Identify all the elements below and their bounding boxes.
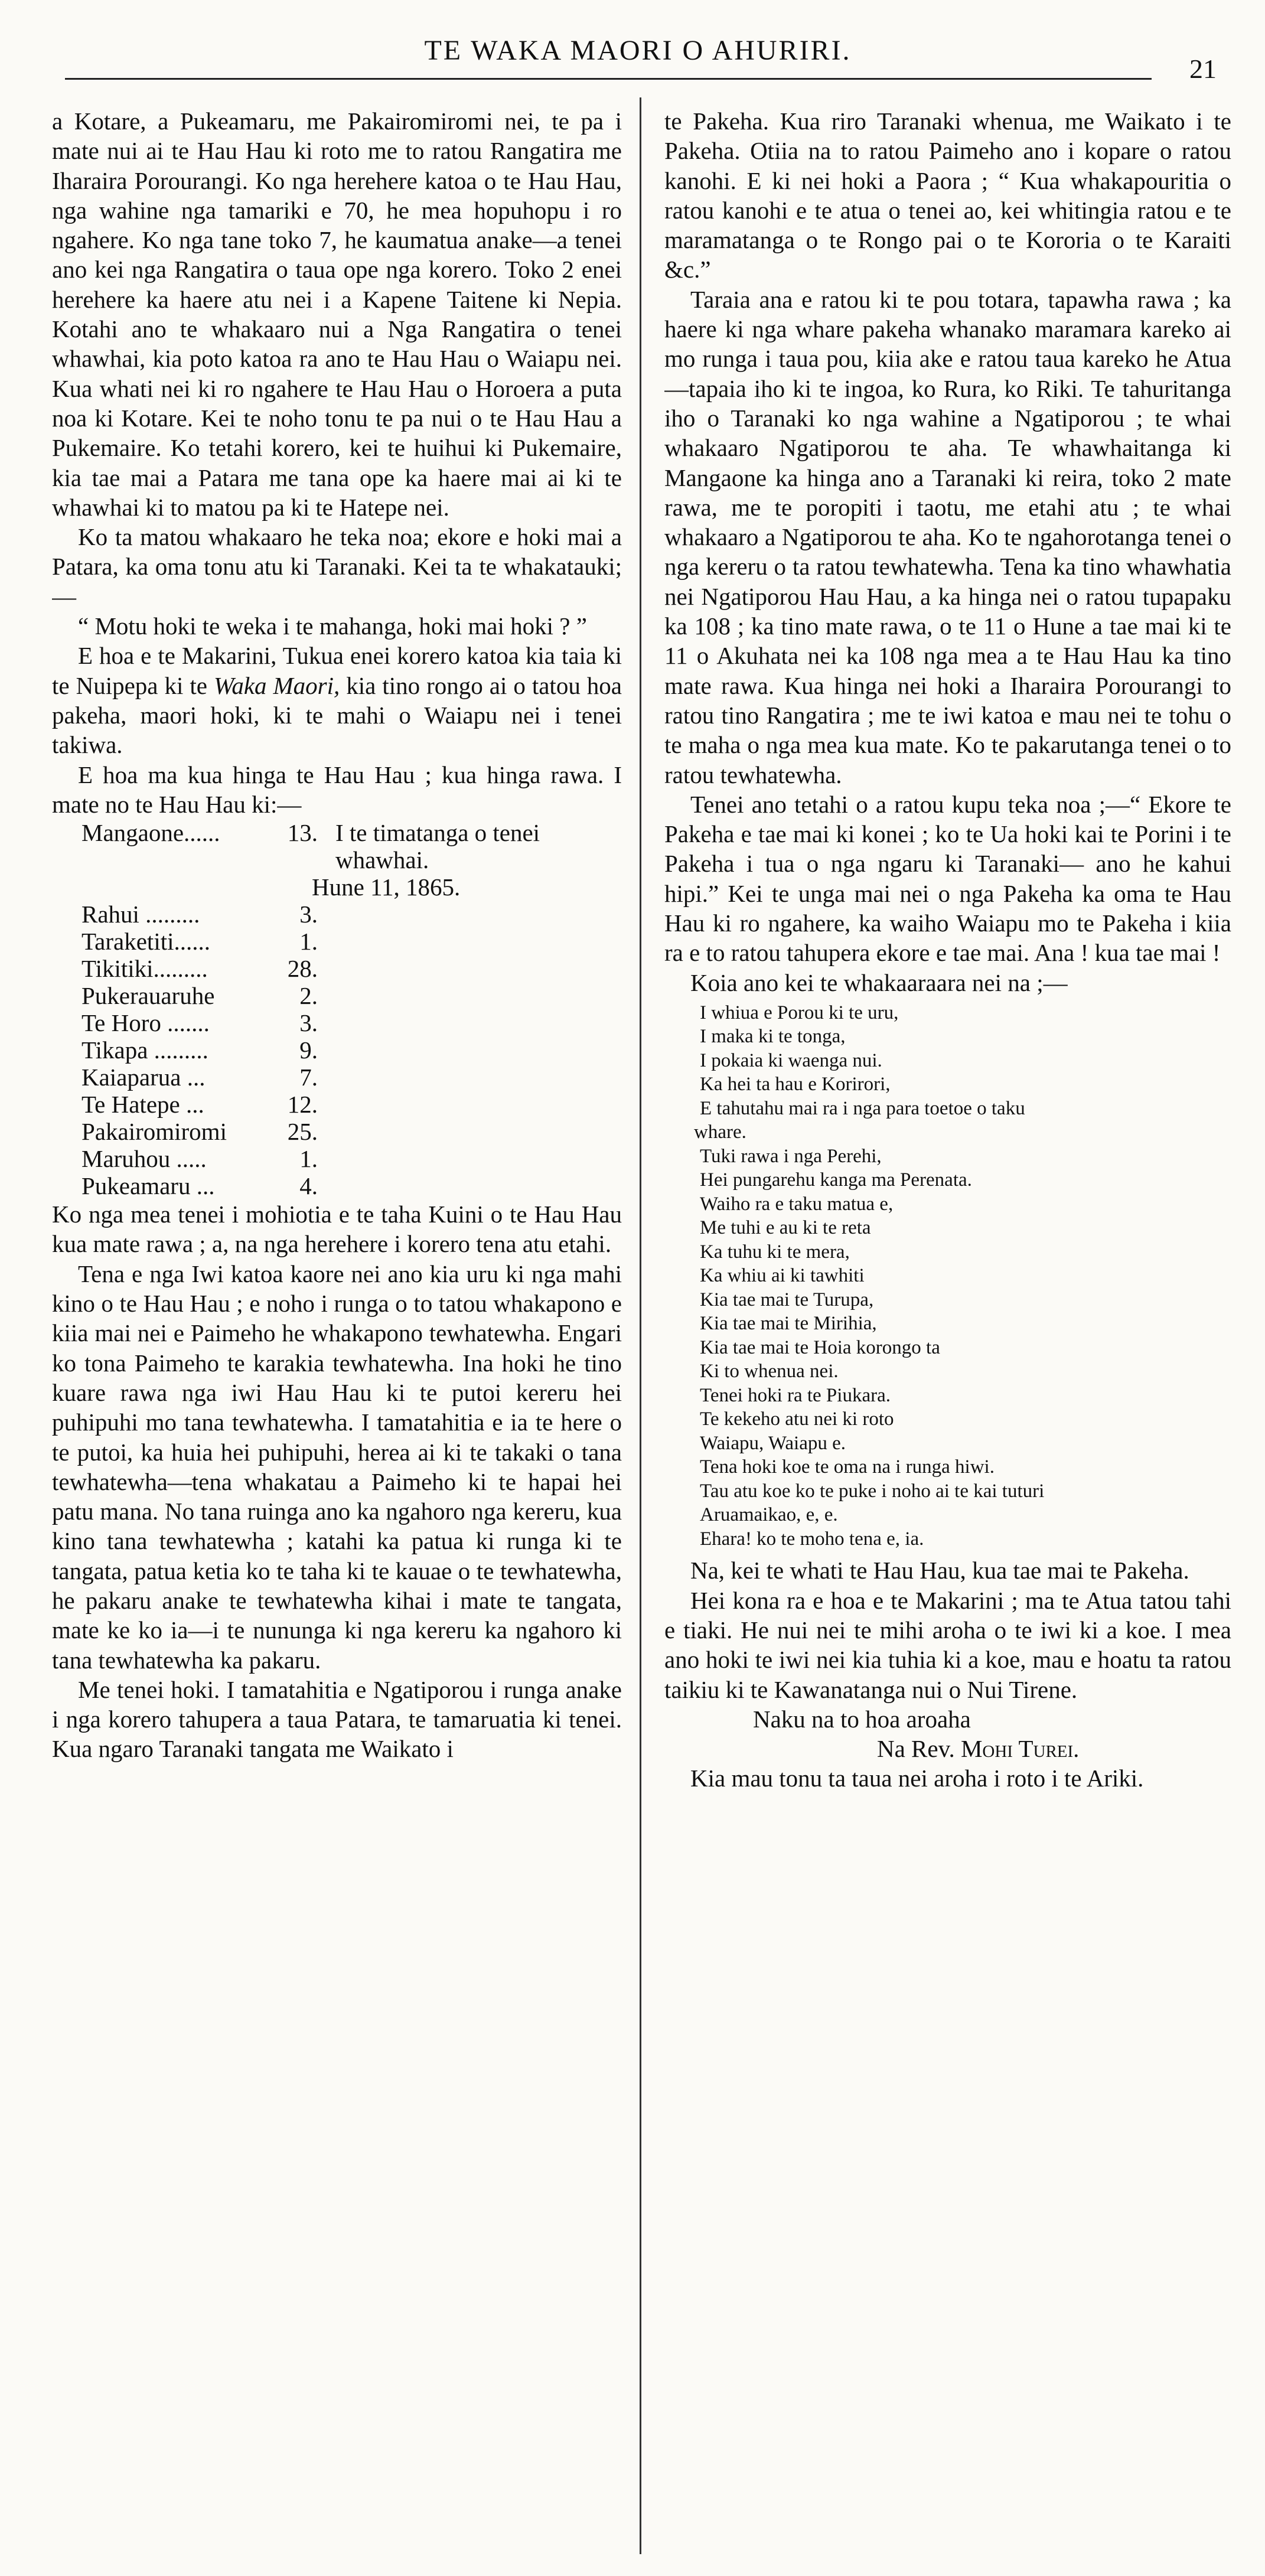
right-column xyxy=(664,106,1231,2557)
place-name: Kaiaparua ... xyxy=(81,1064,206,1091)
paragraph: Na, kei te whati te Hau Hau, kua tae mai te Pakeha. xyxy=(690,1557,1189,1584)
lyric-line: Kia tae mai te Mirihia, xyxy=(700,1313,877,1335)
lyric-line: whare. xyxy=(694,1121,746,1143)
paragraph-text: kia tino rongo ai o tatou hoa pakeha, maori hoki, ki te mahi o Waiapu nei i tenei takiwa. xyxy=(52,671,622,759)
list-item xyxy=(52,901,622,928)
lyric-line: Tenei hoki ra te Piukara. xyxy=(700,1384,891,1406)
casualty-list xyxy=(52,819,622,1199)
list-item xyxy=(52,955,622,982)
paragraph: a Kotare, a Pukeamaru, me Pakairomiromi nei, te pa i mate nui ai te Hau Hau ki roto me to ratou Rangatira me Iharaira Porourangi. Ko nga herehere katoa o te Hau Hau, nga wahine nga tamariki e 70, he mea hopuhopu i ro ngahere. Ko nga tane toko 7, he kaumatua anake—a tenei ano kei nga Rangatira o taua ope nga korero. Toko 2 enei herehere ka haere atu nei i a Kapene Taitene ki Nepia. Kotahi ano te whakaaro nui a Nga Rangatira o tenei whawhai, kia poto katoa ra ano te Hau Hau o Waiapu nei. Kua whati nei ki ro ngahere te Hau Hau o Horoera a puta noa ki Kotare. Kei te noho tonu te pa nui o te Hau Hau a Pukemaire. Ko tetahi korero, kei te huihui ki Pukemaire, kia tae mai a Patara me tana ope ka haere mai ai ki te whawhai ki to matou pa ki te Hatepe nei. xyxy=(52,107,622,521)
count: 13. xyxy=(287,819,318,847)
count: 25. xyxy=(287,1118,318,1146)
lyric-line: Tuki rawa i nga Perehi, xyxy=(700,1145,882,1167)
list-item xyxy=(52,1091,622,1118)
place-name: Pukeamaru ... xyxy=(81,1172,215,1200)
count: 3. xyxy=(299,1009,318,1037)
list-item xyxy=(52,819,622,874)
lyric-line: I maka ki te tonga, xyxy=(700,1026,846,1048)
paragraph: Koia ano kei te whakaaraara nei na ;— xyxy=(690,969,1068,996)
lyric-line: Tau atu koe ko te puke i noho ai te kai tuturi xyxy=(700,1480,1045,1502)
lyric-line: Ka tuhu ki te mera, xyxy=(700,1241,850,1263)
place-name: Pakairomiromi xyxy=(81,1118,227,1146)
signature-name: Mohi Turei. xyxy=(960,1735,1080,1763)
signature xyxy=(664,1734,1231,1763)
place-name: Tikitiki......... xyxy=(81,955,208,983)
list-note: I te timatanga o tenei whawhai. xyxy=(335,819,540,874)
lyric-line: E tahutahu mai ra i nga para toetoe o taku xyxy=(700,1097,1025,1119)
lyric-line: Kia tae mai te Hoia korongo ta xyxy=(700,1336,940,1358)
list-item xyxy=(52,982,622,1009)
place-name: Te Hatepe ... xyxy=(81,1091,204,1119)
lyric-line: I pokaia ki waenga nui. xyxy=(700,1049,882,1071)
count: 3. xyxy=(299,901,318,928)
place-name: Taraketiti...... xyxy=(81,928,210,956)
lyric-line: Te kekeho atu nei ki roto xyxy=(700,1408,894,1430)
list-date: Hune 11, 1865. xyxy=(312,873,461,901)
count: 9. xyxy=(299,1036,318,1064)
place-name: Tikapa ......... xyxy=(81,1036,208,1064)
proverb: “ Motu hoki te weka i te mahanga, hoki mai hoki ? ” xyxy=(78,612,587,640)
lyric-line: Ki to whenua nei. xyxy=(700,1361,839,1382)
lyric-line: Aruamaikao, e, e. xyxy=(700,1504,838,1526)
paragraph-text: E hoa e te Makarini, Tukua enei korero katoa kia taia ki te Nuipepa ki te xyxy=(52,642,622,699)
paragraph: Tena e nga Iwi katoa kaore nei ano kia uru ki nga mahi kino o te Hau Hau ; e noho i runga o to tatou whakapono e kiia mai nei e Paimeho he whakapono tewhatewha. Engari ko tona Paimeho te karakia tewhatewha. Ina hoki he tino kuare rawa nga iwi Hau Hau ki te putoi kereru hei puhipuhi mo tana tewhatewha. I tamatahitia e ia te here o te putoi, ka huia hei puhipuhi, herea ai ki te takaki o tana tewhatewha—tena whakatau a Paimeho ki te hapai hei patu mana. No tana ruinga ano ka ngahoro nga kereru, kua kino tana tewhatewha ; katahi ka patua ki runga ki te tangata, patua ketia ko te taha ki te kauae o te tewhatewha, he pakaru anake te tewhatewha kihai i mate te tangata, mate ke ko ia—i te nununga ki nga kereru ka ngahoro ki tana tewhatewha ka pakaru. xyxy=(52,1260,622,1674)
count: 7. xyxy=(299,1064,318,1091)
paragraph: Ko ta matou whakaaro he teka noa; ekore e hoki mai a Patara, ka oma tonu atu ki Taranaki. Kei ta te whakatauki;— xyxy=(52,523,622,610)
lyric-line: I whiua e Porou ki te uru, xyxy=(700,1002,899,1023)
list-item xyxy=(52,1118,622,1145)
page-number: 21 xyxy=(1189,54,1217,84)
lyric-line: Tena hoki koe te oma na i runga hiwi. xyxy=(700,1456,995,1478)
count: 1. xyxy=(299,928,318,956)
paragraph xyxy=(52,641,622,759)
closing-line: Naku na to hoa aroaha xyxy=(753,1705,971,1733)
paragraph: Hei kona ra e hoa e te Makarini ; ma te Atua tatou tahi e tiaki. He nui nei te mihi aroha o te iwi ki a koe. I mea ano hoki te iwi nei kia tuhia ki a koe, mau e hoatu ta ratou taikiu ki te Kawanatanga nui o Nui Tirene. xyxy=(664,1586,1231,1703)
lyric-line: Ehara! ko te moho tena e, ia. xyxy=(700,1528,924,1550)
lyric-line: Waiho ra e taku matua e, xyxy=(700,1193,894,1215)
left-column xyxy=(52,106,622,2557)
place-name: Rahui ......... xyxy=(81,901,200,928)
lyric-line: Waiapu, Waiapu e. xyxy=(700,1432,846,1454)
song-lyrics xyxy=(664,1001,1231,1551)
lyric-line: Hei pungarehu kanga ma Perenata. xyxy=(700,1169,972,1191)
newspaper-title: TE WAKA MAORI O AHURIRI. xyxy=(424,35,852,66)
paragraph: Kia mau tonu ta taua nei aroha i roto i te Ariki. xyxy=(690,1765,1144,1792)
paragraph: E hoa ma kua hinga te Hau Hau ; kua hinga rawa. I mate no te Hau Hau ki:— xyxy=(52,761,622,818)
count: 28. xyxy=(287,955,318,983)
paragraph: Ko nga mea tenei i mohiotia e te taha Kuini o te Hau Hau kua mate rawa ; a, na nga herehere i korero tena atu etahi. xyxy=(52,1201,622,1258)
lyric-line: Me tuhi e au ki te reta xyxy=(700,1217,871,1239)
list-item xyxy=(52,1064,622,1091)
paragraph: Me tenei hoki. I tamatahitia e Ngatiporou i runga anake i nga korero tahupera a taua Patara, te tamaruatia ki tenei. Kua ngaro Taranaki tangata me Waikato i xyxy=(52,1675,622,1763)
list-item xyxy=(52,1145,622,1172)
lyric-line: Kia tae mai te Turupa, xyxy=(700,1289,874,1310)
paragraph: te Pakeha. Kua riro Taranaki whenua, me Waikato i te Pakeha. Otiia na to ratou Paimeho ano i kopare o ratou kanohi. E ki nei hoki a Paora ; “ Kua whakapouritia o ratou kanohi e te atua o tenei ao, kei whitingia ratou e te maramatanga o te Rongo pai o te Kororia o te Karaiti &c.” xyxy=(664,107,1231,283)
count: 2. xyxy=(299,982,318,1010)
place-name: Maruhou ..... xyxy=(81,1145,207,1173)
list-item xyxy=(52,928,622,955)
page-header xyxy=(59,17,1217,84)
column-divider xyxy=(640,97,641,2554)
lyric-line: Ka whiu ai ki tawhiti xyxy=(700,1265,865,1287)
paragraph: Taraia ana e ratou ki te pou totara, tapawha rawa ; ka haere ki nga whare pakeha whanako maramara kareko ai mo runga i taua pou, kiia ake e ratou taua kareko he Atua—tapaia iho ki te ingoa, ko Rura, ko Riki. Te tahuritanga iho o Taranaki ko nga wahine a Ngatiporou ; te whai whakaaro Ngatiporou te aha. Te whawhaitanga ki Mangaone ka hinga ano a Taranaki ki reira, toko 2 mate rawa, me te poropiti i taotu, me etahi atu ; te whai whakaaro a Ngatiporou te aha. Ko te ngahorotanga tenei o nga kereru o ta ratou tewhatewha. Tena ka tino whawhatia nei Ngatiporou Hau Hau, a ka hinga nei o ratou tupapaku ka 108 ; ka tino mate rawa, o te 11 o Hune a tae mai ki te 11 o Akuhata nei ka 108 nga mea a te Hau Hau ka tino mate rawa. Kua hinga nei hoki a Iharaira Porourangi to ratou tino Rangatira ; me te iwi katoa e mau nei te tohu o te maha o nga mea kua mate. Ko te pakarutanga tenei o to ratou tewhatewha. xyxy=(664,285,1231,788)
place-name: Mangaone...... xyxy=(81,819,220,847)
signature-prefix: Na Rev. xyxy=(877,1735,955,1763)
place-name: Te Horo ....... xyxy=(81,1009,210,1037)
place-name: Pukerauaruhe xyxy=(81,982,215,1010)
count: 12. xyxy=(287,1091,318,1119)
newspaper-name: Waka Maori, xyxy=(213,671,340,699)
lyric-line: Ka hei ta hau e Korirori, xyxy=(700,1074,891,1095)
count: 1. xyxy=(299,1145,318,1173)
count: 4. xyxy=(299,1172,318,1200)
list-item xyxy=(52,1009,622,1036)
list-item xyxy=(52,1172,622,1199)
header-rule xyxy=(65,78,1152,80)
paragraph: Tenei ano tetahi o a ratou kupu teka noa ;—“ Ekore te Pakeha e tae mai ki konei ; ko te Ua hoki kai te Porini i te Pakeha i tua o nga ngaru ki Taranaki— ano he kahui hipi.” Kei te unga mai nei o nga Pakeha ka oma te Hau Hau ki ro ngahere, ka waiho Waiapu mo te Pakeha i kiia ra e to ratou tahupera ekore e tae mai. Ana ! kua tae mai ! xyxy=(664,790,1231,967)
list-item xyxy=(52,1036,622,1064)
